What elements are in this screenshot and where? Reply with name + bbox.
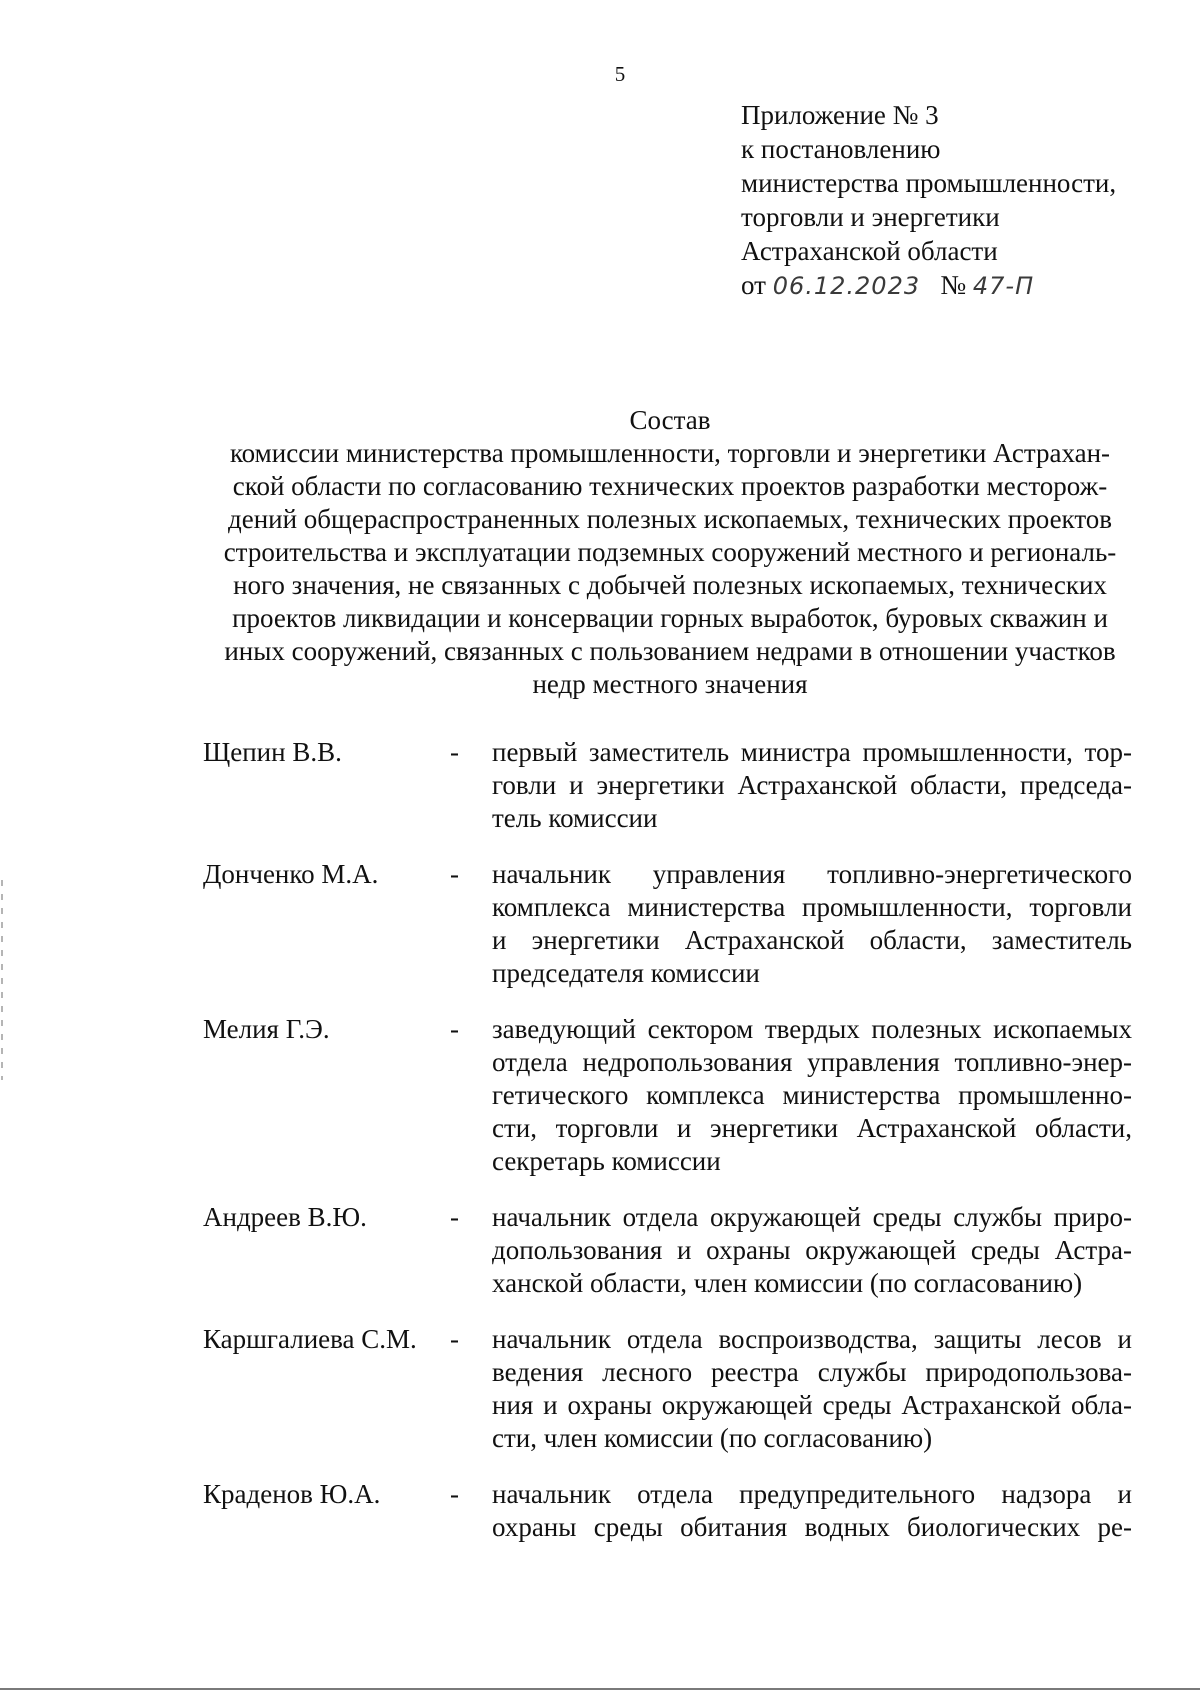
role-line: председателя комиссии [492, 958, 760, 988]
role-line: охраны среды обитания водных биологических ре- [492, 1512, 1132, 1542]
member-role [492, 736, 1132, 835]
date-prefix: от [741, 270, 766, 300]
role-line: начальник отдела окружающей среды службы приро- [492, 1202, 1132, 1232]
role-line: сти, член комиссии (по согласованию) [492, 1423, 933, 1453]
subtitle-line: комиссии министерства промышленности, торговли и энергетики Астрахан- [229, 438, 1111, 468]
document-title: Состав [629, 405, 711, 435]
appendix-line: Астраханской области [741, 236, 998, 266]
member-name: Краденов Ю.А. [203, 1479, 381, 1509]
member-dash: - [450, 737, 459, 767]
role-line: сти, торговли и энергетики Астраханской области, [492, 1113, 1132, 1143]
scan-edge-mark [1, 880, 3, 1080]
appendix-header [741, 98, 1116, 303]
role-line: говли и энергетики Астраханской области, председа- [492, 770, 1132, 800]
document-title-block [195, 404, 1145, 701]
member-entry [203, 1013, 1133, 1178]
member-role [492, 1013, 1132, 1178]
handwritten-number: 47-П [972, 272, 1035, 300]
member-entry [203, 1323, 1133, 1455]
member-name: Андреев В.Ю. [203, 1202, 367, 1232]
member-name: Щепин В.В. [203, 737, 342, 767]
subtitle-line: дений общераспространенных полезных ископаемых, технических проектов [227, 504, 1113, 534]
subtitle-line: иных сооружений, связанных с пользованием недрами в отношении участков [224, 636, 1116, 666]
role-line: комплекса министерства промышленности, торговли [492, 892, 1132, 922]
member-dash: - [450, 1479, 459, 1509]
role-line: начальник отдела предупредительного надзора и [492, 1479, 1132, 1509]
role-line: начальник управления топливно-энергетического [492, 859, 1132, 889]
role-line: и энергетики Астраханской области, заместитель [492, 925, 1132, 955]
member-name: Донченко М.А. [203, 859, 379, 889]
member-dash: - [450, 1202, 459, 1232]
appendix-date-line [741, 268, 1116, 303]
subtitle-line: недр местного значения [532, 669, 808, 699]
role-line: тель комиссии [492, 803, 658, 833]
member-dash: - [450, 859, 459, 889]
subtitle-line: строительства и эксплуатации подземных сооружений местного и региональ- [223, 537, 1117, 567]
commission-members-list [203, 736, 1133, 1567]
role-line: гетического комплекса министерства промышленно- [492, 1080, 1132, 1110]
role-line: отдела недропользования управления топливно-энер- [492, 1047, 1132, 1077]
member-name: Мелия Г.Э. [203, 1014, 330, 1044]
member-name: Каршгалиева С.М. [203, 1324, 417, 1354]
role-line: первый заместитель министра промышленности, тор- [492, 737, 1132, 767]
appendix-line: министерства промышленности, [741, 168, 1117, 198]
appendix-line: к постановлению [741, 134, 941, 164]
member-entry [203, 1478, 1133, 1544]
role-line: секретарь комиссии [492, 1146, 721, 1176]
appendix-line: Приложение № 3 [741, 100, 939, 130]
member-role [492, 1201, 1132, 1300]
member-entry [203, 858, 1133, 990]
role-line: допользования и охраны окружающей среды Астра- [492, 1235, 1132, 1265]
member-entry [203, 1201, 1133, 1300]
handwritten-date: 06.12.2023 [772, 272, 921, 300]
role-line: заведующий сектором твердых полезных ископаемых [492, 1014, 1132, 1044]
subtitle-line: ного значения, не связанных с добычей полезных ископаемых, технических [233, 570, 1107, 600]
number-prefix: № [940, 270, 967, 300]
role-line: начальник отдела воспроизводства, защиты лесов и [492, 1324, 1132, 1354]
subtitle-line: проектов ликвидации и консервации горных выработок, буровых скважин и [232, 603, 1108, 633]
member-role [492, 1323, 1132, 1455]
member-entry [203, 736, 1133, 835]
page-number: 5 [614, 62, 626, 86]
subtitle-line: ской области по согласованию технических проектов разработки месторож- [232, 471, 1108, 501]
role-line: ведения лесного реестра службы природопользова- [492, 1357, 1132, 1387]
page-bottom-rule [0, 1688, 1200, 1690]
role-line: ханской области, член комиссии (по согласованию) [492, 1268, 1083, 1298]
member-dash: - [450, 1324, 459, 1354]
member-role [492, 858, 1132, 990]
member-dash: - [450, 1014, 459, 1044]
appendix-line: торговли и энергетики [741, 202, 1000, 232]
role-line: ния и охраны окружающей среды Астраханской обла- [492, 1390, 1132, 1420]
member-role [492, 1478, 1132, 1544]
